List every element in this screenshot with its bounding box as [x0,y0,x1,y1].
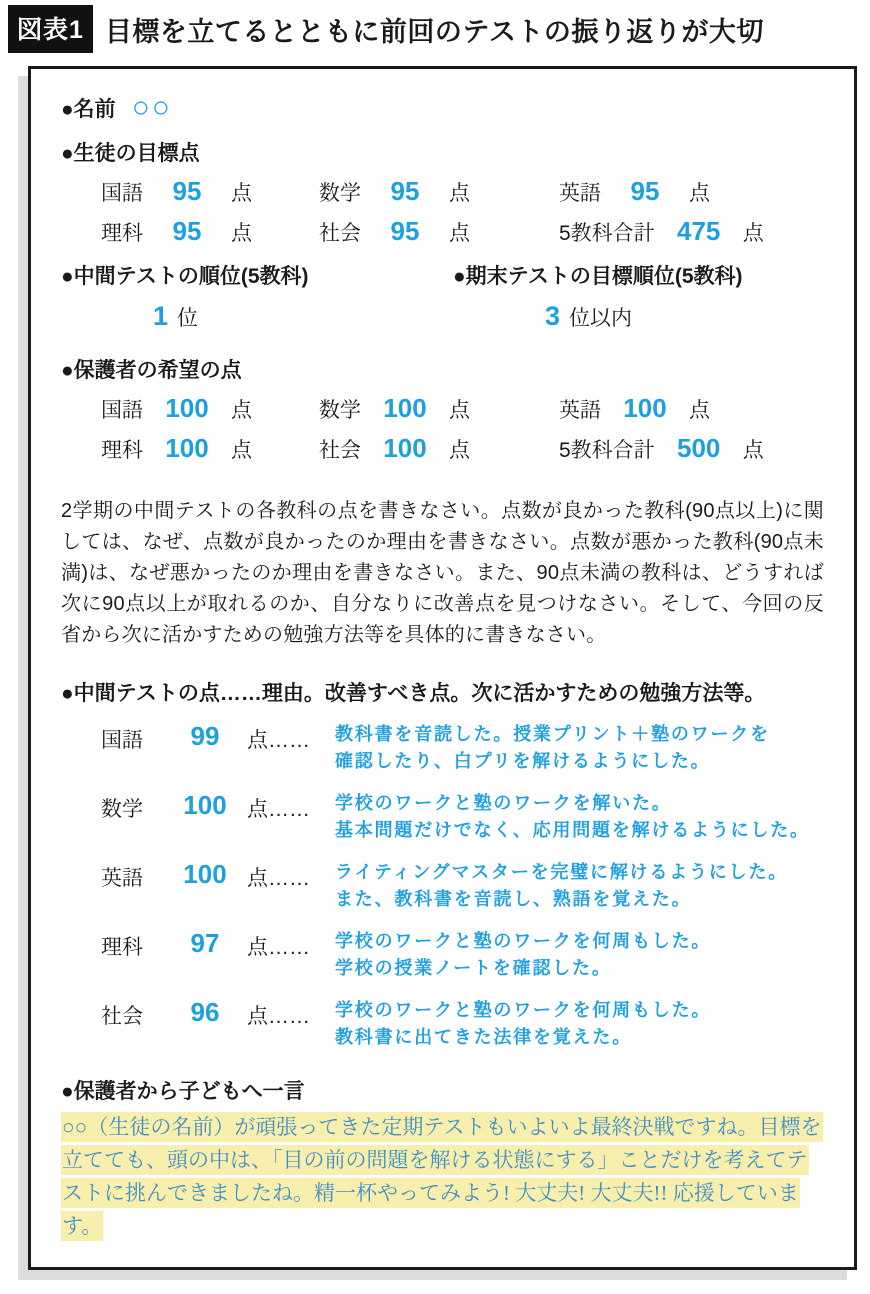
ranks-section [61,260,824,332]
midterm-rank-heading: ●中間テストの順位(5教科) [61,265,309,288]
goal-cell [101,433,319,464]
unit-label: 点 [742,439,764,462]
parent-goals-rows [101,393,824,464]
unit-label: 点 [449,222,470,245]
figure-badge: 図表1 [8,5,93,53]
score-value: 95 [172,216,202,246]
score-value: 100 [165,393,209,423]
unit-label: 点 [689,399,710,422]
score-value: 96 [190,997,220,1027]
final-rank-value [545,301,824,332]
score-value: 475 [676,216,721,246]
midterm-rank [61,260,453,332]
worksheet-card [28,66,857,1270]
student-goals-section [61,137,824,247]
unit-label: 点 [231,439,252,462]
score-value: 100 [383,433,427,463]
subject-label: 理科 [101,222,143,245]
note-line: 教科書に出てきた法律を覚えた。 [335,1027,632,1047]
goal-row [101,216,824,247]
note-line: ライティングマスターを完璧に解けるようにした。 [335,862,789,882]
final-rank [453,260,824,332]
parent-message-heading: ●保護者から子どもへ一言 [61,1080,305,1103]
rank-number: 3 [545,301,561,331]
instructions-paragraph: 2学期の中間テストの各教科の点を書きなさい。点数が良かった教科(90点以上)に関しては、なぜ、点数が良かったのか理由を書きなさい。点数が悪かった教科(90点未満)は、なぜ悪かったのか理由を書きなさい。また、90点未満の教科は、どうすれば次に90点以上が取れるのか、自分なりに改善点を見つけなさい。そして、今回の反省から次に活かすための勉強方法等を具体的に書きなさい。 [61,500,824,646]
score-value: 100 [165,433,209,463]
midterm-rank-value [153,301,453,332]
subject-label: 社会 [319,222,361,245]
point-leader: 点…… [247,798,310,821]
entry-notes [335,928,824,982]
midterm-entry [101,859,824,913]
goal-cell [101,393,319,424]
unit-label: 点 [742,222,764,245]
goal-cell [559,393,710,424]
score-value: 95 [172,176,202,206]
entry-notes [335,859,824,913]
goal-row [101,176,824,207]
entry-notes [335,997,824,1051]
goal-cell [319,433,559,464]
goal-cell [559,433,764,464]
subject-label: 数学 [319,182,361,205]
midterm-entry [101,790,824,844]
goal-cell [101,216,319,247]
midterm-entry [101,997,824,1051]
goal-row [101,433,824,464]
entry-notes [335,721,824,775]
subject-label: 英語 [559,399,601,422]
name-value: ○○ [131,91,172,124]
unit-label: 点 [689,182,710,205]
score-value: 97 [190,928,220,958]
note-line: また、教科書を音読し、熟語を覚えた。 [335,889,692,909]
goal-cell [319,216,559,247]
student-goals-heading: ●生徒の目標点 [61,142,200,165]
goal-cell [559,176,710,207]
score-value: 95 [390,176,420,206]
name-row [61,91,824,125]
midterm-entry [101,721,824,775]
student-goals-rows [101,176,824,247]
rank-number: 1 [153,301,169,331]
point-leader: 点…… [247,936,310,959]
note-line: 基本問題だけでなく、応用問題を解けるようにした。 [335,820,810,840]
subject-label: 理科 [101,936,143,959]
note-line: 学校の授業ノートを確認した。 [335,958,612,978]
goal-cell [319,393,559,424]
subject-label: 国語 [101,729,143,752]
subject-label: 数学 [319,399,361,422]
subject-label: 社会 [319,439,361,462]
rank-suffix: 位 [177,307,199,330]
note-line: 教科書を音読した。授業プリント＋塾のワークを [335,724,770,744]
figure-header [0,0,870,52]
score-value: 100 [623,393,667,423]
note-line: 学校のワークと塾のワークを何周もした。 [335,931,712,951]
final-rank-heading: ●期末テストの目標順位(5教科) [453,265,743,288]
note-line: 確認したり、白プリを解けるようにした。 [335,751,711,771]
point-leader: 点…… [247,1005,310,1028]
subject-label: 5教科合計 [559,222,655,245]
subject-label: 数学 [101,798,143,821]
goal-cell [319,176,559,207]
highlighted-message: ○○（生徒の名前）が頑張ってきた定期テストもいよいよ最終決戦ですね。目標を立てても、頭の中は、「目の前の問題を解ける状態にする」ことだけを考えてテストに挑んできましたね。精一杯やってみよう! 大丈夫! 大丈夫!! 応援しています。 [61,1112,823,1241]
subject-label: 5教科合計 [559,439,655,462]
rank-suffix: 位以内 [569,307,633,330]
midterm-section [61,677,824,1051]
unit-label: 点 [449,439,470,462]
score-value: 100 [183,790,227,820]
subject-label: 国語 [101,182,143,205]
score-value: 100 [183,859,227,889]
score-value: 95 [390,216,420,246]
name-label: ●名前 [61,98,116,121]
note-line: 学校のワークと塾のワークを解いた。 [335,793,672,813]
unit-label: 点 [449,182,470,205]
score-value: 100 [383,393,427,423]
subject-label: 英語 [101,867,143,890]
unit-label: 点 [231,399,252,422]
figure-title: 目標を立てるとともに前回のテストの振り返りが大切 [104,16,764,47]
score-value: 95 [630,176,660,206]
goal-row [101,393,824,424]
note-line: 学校のワークと塾のワークを何周もした。 [335,1000,712,1020]
unit-label: 点 [231,222,252,245]
midterm-heading: ●中間テストの点……理由。改善すべき点。次に活かすための勉強方法等。 [61,682,766,705]
subject-label: 国語 [101,399,143,422]
unit-label: 点 [231,182,252,205]
entry-notes [335,790,824,844]
midterm-entry [101,928,824,982]
goal-cell [101,176,319,207]
subject-label: 社会 [101,1005,143,1028]
goal-cell [559,216,764,247]
point-leader: 点…… [247,729,310,752]
point-leader: 点…… [247,867,310,890]
parent-message-section [61,1075,824,1243]
score-value: 99 [190,721,220,751]
unit-label: 点 [449,399,470,422]
subject-label: 英語 [559,182,601,205]
parent-goals-section [61,354,824,464]
subject-label: 理科 [101,439,143,462]
score-value: 500 [676,433,721,463]
parent-goals-heading: ●保護者の希望の点 [61,359,242,382]
parent-message-text [61,1111,824,1243]
